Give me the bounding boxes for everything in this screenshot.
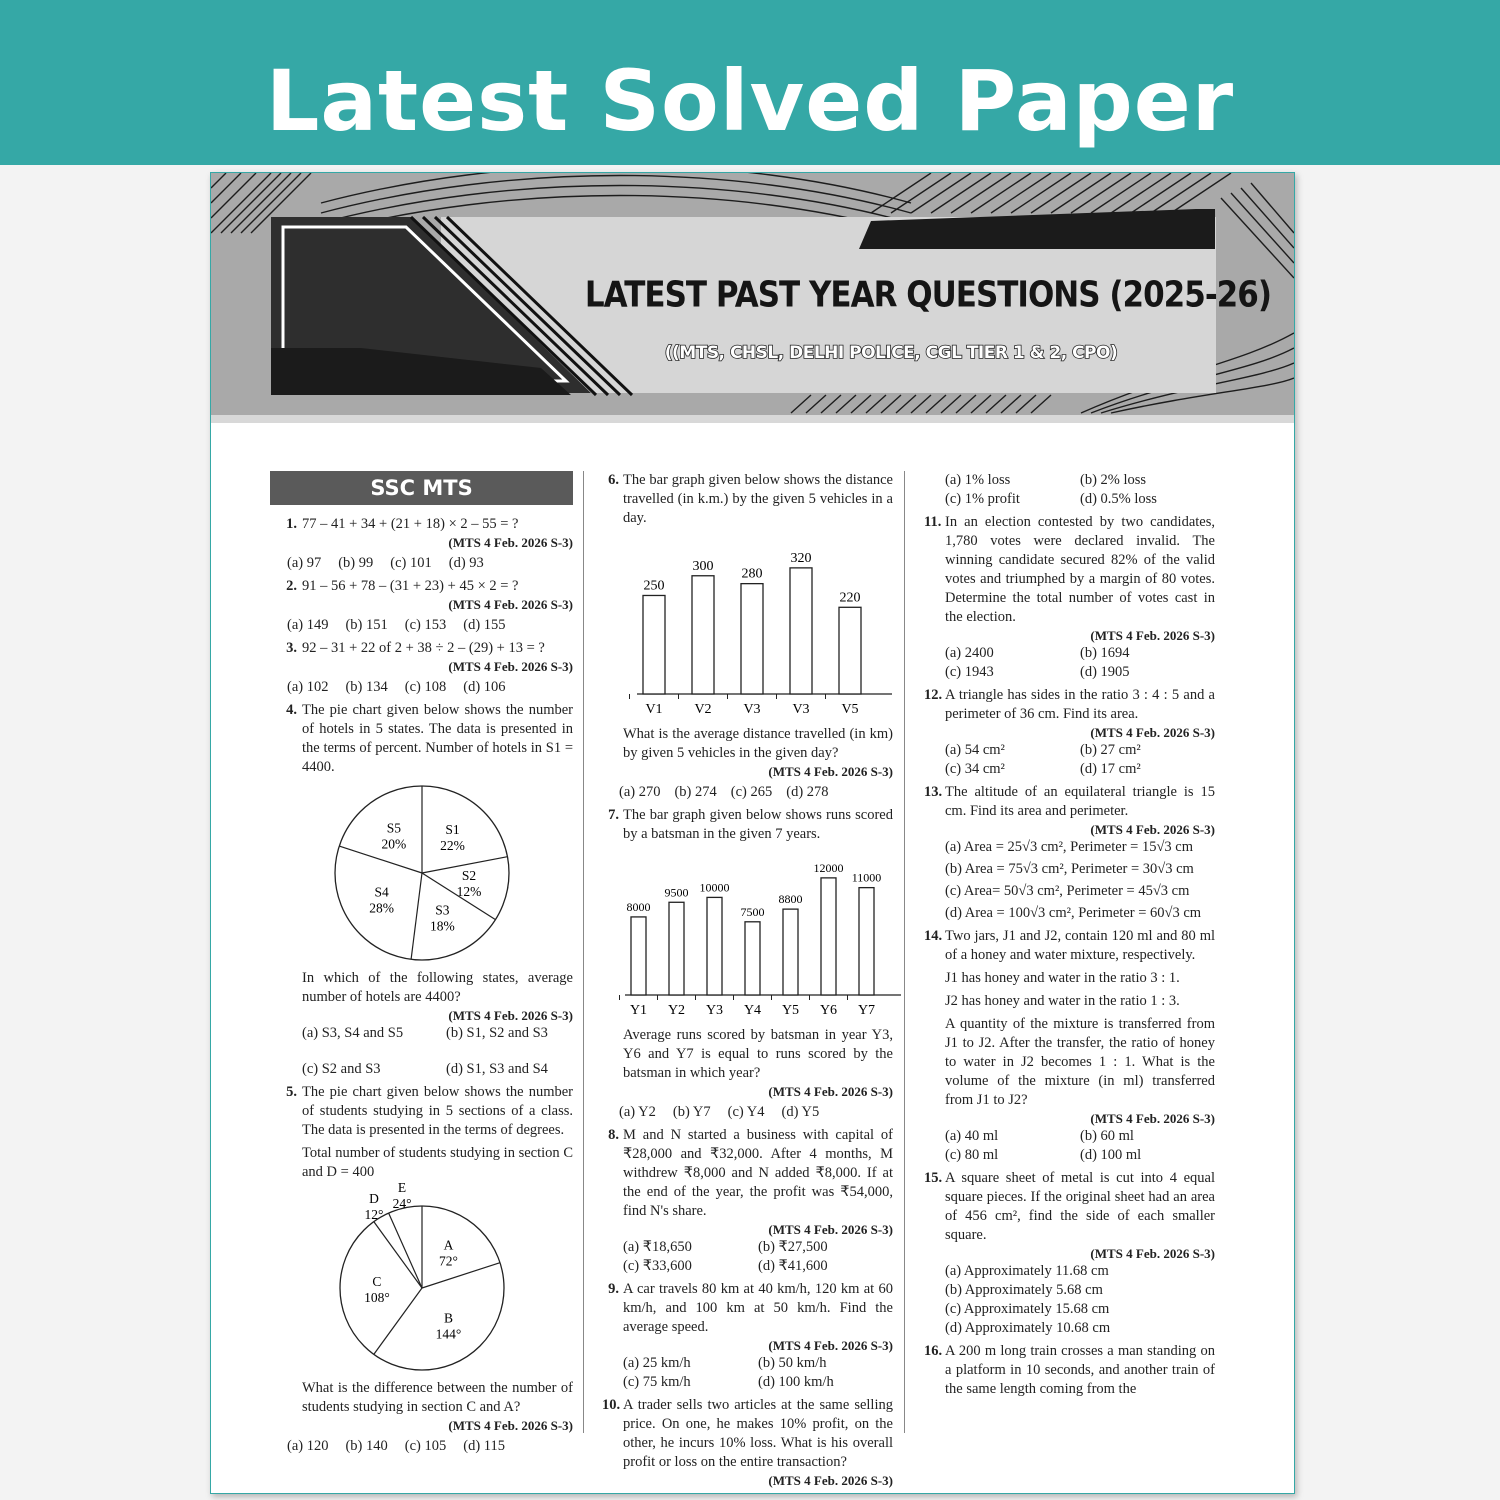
option: (b) 151: [345, 617, 388, 633]
option: (b) 140: [345, 1438, 388, 1454]
question-number: 15.: [924, 1170, 943, 1186]
bar-value-label: 300: [692, 558, 713, 574]
option: (d) 155: [463, 617, 506, 633]
column-1: [270, 471, 573, 1460]
x-tick-label: Y1: [629, 1003, 647, 1018]
question-text: A car travels 80 km at 40 km/h, 120 km at 60 km/h, and 100 km at 50 km/h. Find the average speed.: [623, 1281, 893, 1335]
bar-value-label: 8800: [778, 892, 802, 907]
question-text: 77 – 41 + 34 + (21 + 18) × 2 – 55 = ?: [302, 516, 519, 532]
question-4-ask: [270, 969, 573, 1024]
x-tick-label: V1: [644, 702, 663, 717]
question-number: 12.: [924, 687, 943, 703]
pie-chart-sections: [322, 1180, 522, 1373]
option: (d) 278: [786, 784, 829, 800]
options: [623, 1238, 893, 1276]
pie-slice-value: 24°: [392, 1196, 411, 1212]
source-tag: (MTS 4 Feb. 2026 S-3): [768, 1084, 893, 1099]
question-12: [924, 686, 1215, 779]
option: (c) 105: [404, 1438, 447, 1454]
source-tag: (MTS 4 Feb. 2026 S-3): [768, 1473, 893, 1488]
option: (d) 1905: [1080, 664, 1130, 680]
options: [945, 741, 1215, 779]
column-2: [602, 471, 893, 1489]
question-7-ask: [602, 1026, 893, 1100]
question-text: A square sheet of metal is cut into 4 equal square pieces. If the original sheet had an area of 456 cm², find the side of each smaller square.: [945, 1170, 1215, 1243]
option: (d) Y5: [781, 1104, 820, 1120]
pie-slice-label: D: [368, 1190, 379, 1206]
option: (b) 60 ml: [1080, 1128, 1134, 1144]
question-text: The bar graph given below shows the distance travelled (in k.m.) by the given 5 vehicles in a day.: [623, 472, 893, 526]
bar-value-label: 7500: [740, 904, 764, 919]
options: [945, 1127, 1215, 1165]
question-8: [602, 1126, 893, 1276]
bar-value-label: 10000: [699, 880, 729, 895]
column-divider: [583, 471, 584, 1433]
bar: [839, 607, 861, 694]
question-1: [270, 515, 573, 551]
question-number: 8.: [608, 1127, 619, 1143]
option: (d) Approximately 10.68 cm: [945, 1320, 1111, 1336]
question-number: 4.: [286, 702, 297, 718]
question-text: 92 – 31 + 22 of 2 + 38 ÷ 2 – (29) + 13 = ?: [302, 640, 545, 656]
source-tag: (MTS 4 Feb. 2026 S-3): [448, 659, 573, 674]
question-text: The bar graph given below shows runs scored by a batsman in the given 7 years.: [623, 807, 893, 842]
x-tick-label: Y7: [857, 1003, 875, 1018]
x-tick-label: Y4: [743, 1003, 761, 1018]
x-tick-label: Y6: [819, 1003, 837, 1018]
question-number: 13.: [924, 784, 943, 800]
options: [602, 1103, 893, 1122]
question-number: 1.: [286, 516, 297, 532]
options-q10: [924, 471, 1215, 509]
option: (b) 134: [345, 679, 388, 695]
bar: [745, 922, 760, 995]
pie-slice-label: S3: [434, 902, 450, 918]
bar-value-label: 11000: [851, 870, 881, 885]
source-tag: (MTS 4 Feb. 2026 S-3): [1090, 822, 1215, 837]
source-tag: (MTS 4 Feb. 2026 S-3): [448, 1008, 573, 1023]
question-5: [270, 1083, 573, 1182]
bar-value-label: 9500: [664, 885, 688, 900]
option: (d) ₹41,600: [758, 1258, 828, 1274]
option: (a) 270: [619, 784, 661, 800]
option: (a) 25 km/h: [623, 1355, 691, 1371]
bar-chart-runs: [613, 850, 883, 1020]
option: (d) S1, S3 and S4: [446, 1061, 548, 1077]
header-title: LATEST PAST YEAR QUESTIONS (2025-26): [584, 274, 1271, 316]
top-banner: [0, 0, 1500, 165]
option: (b) S1, S2 and S3: [446, 1025, 548, 1041]
options: [602, 783, 893, 802]
option: (c) 1943: [945, 664, 994, 680]
x-tick-label: V3: [791, 702, 810, 717]
pie-slice-value: 22%: [439, 838, 465, 854]
source-tag: (MTS 4 Feb. 2026 S-3): [768, 1338, 893, 1353]
options: [623, 1354, 893, 1392]
option: (b) 2% loss: [1080, 472, 1147, 488]
option: (c) Area= 50√3 cm², Perimeter = 45√3 cm: [945, 883, 1190, 899]
x-tick-label: Y3: [705, 1003, 723, 1018]
pie-slice-value: 20%: [380, 836, 406, 852]
source-tag: (MTS 4 Feb. 2026 S-3): [1090, 1111, 1215, 1126]
question-text: The altitude of an equilateral triangle is 15 cm. Find its area and perimeter.: [945, 784, 1215, 819]
options: [270, 678, 573, 697]
header-subtitle: ((MTS, CHSL, DELHI POLICE, CGL TIER 1 & 2, CPO): [664, 343, 1118, 363]
question-10: [602, 1396, 893, 1489]
source-tag: (MTS 4 Feb. 2026 S-3): [1090, 1246, 1215, 1261]
option: (b) 1694: [1080, 645, 1130, 661]
bar-value-label: 8000: [626, 899, 650, 914]
option: (b) 27 cm²: [1080, 742, 1141, 758]
pie-slice-value: 28%: [368, 900, 394, 916]
question-11: [924, 513, 1215, 682]
question-text: Two jars, J1 and J2, contain 120 ml and 80 ml of a honey and water mixture, respectively.: [945, 928, 1215, 963]
bar: [643, 595, 665, 694]
pie-slice-label: C: [371, 1274, 381, 1289]
source-tag: (MTS 4 Feb. 2026 S-3): [1090, 725, 1215, 740]
option: (b) Area = 75√3 cm², Perimeter = 30√3 cm: [945, 861, 1194, 877]
pie-slice-value: 12%: [456, 883, 481, 899]
options: [270, 1024, 573, 1079]
bar: [783, 909, 798, 995]
question-number: 2.: [286, 578, 297, 594]
question-text: M and N started a business with capital of ₹28,000 and ₹32,000. After 4 months, M withdrew ₹8,000 and N added ₹8,000. If at the end of the year, the profit was ₹54,000, find N's share.: [623, 1127, 893, 1219]
source-tag: (MTS 4 Feb. 2026 S-3): [448, 535, 573, 550]
x-tick-label: Y2: [667, 1003, 685, 1018]
option: (d) 93: [448, 555, 484, 571]
option: (a) Approximately 11.68 cm: [945, 1263, 1109, 1279]
question-text: What is the difference between the number of students studying in section C and A?: [302, 1380, 573, 1415]
bar-chart-distance: [613, 534, 883, 719]
question-number: 11.: [924, 514, 942, 530]
options: [270, 616, 573, 635]
bar: [631, 917, 646, 995]
bar-value-label: 320: [790, 550, 811, 566]
option: (d) 100 ml: [1080, 1147, 1142, 1163]
option: (a) Y2: [619, 1104, 656, 1120]
question-7: [602, 806, 893, 844]
bar-value-label: 220: [839, 590, 860, 606]
option: (c) 108: [404, 679, 447, 695]
question-text: A 200 m long train crosses a man standing on a platform in 10 seconds, and another train of the same length coming from the: [945, 1343, 1215, 1397]
question-5-ask: [270, 1379, 573, 1434]
paper-sheet: [210, 172, 1295, 1494]
source-tag: (MTS 4 Feb. 2026 S-3): [768, 1222, 893, 1237]
option: (d) Area = 100√3 cm², Perimeter = 60√3 cm: [945, 905, 1202, 921]
option: (b) ₹27,500: [758, 1239, 828, 1255]
pie-slice-label: A: [443, 1237, 453, 1253]
source-tag: (MTS 4 Feb. 2026 S-3): [768, 764, 893, 779]
option: (a) 2400: [945, 645, 994, 661]
bar-value-label: 12000: [813, 860, 843, 875]
question-text: Total number of students studying in section C and D = 400: [302, 1145, 573, 1180]
source-tag: (MTS 4 Feb. 2026 S-3): [448, 597, 573, 612]
pie-slice-value: 72°: [438, 1253, 458, 1269]
x-tick-label: V2: [693, 702, 712, 717]
pie-slice-value: 144°: [435, 1326, 461, 1342]
option: (d) 115: [463, 1438, 505, 1454]
option: (a) 102: [287, 679, 329, 695]
question-9: [602, 1280, 893, 1392]
question-number: 3.: [286, 640, 297, 656]
bar: [707, 897, 722, 995]
question-text: In an election contested by two candidates, 1,780 votes were declared invalid. The winning candidate secured 82% of the valid votes and triumphed by a margin of 80 votes. Determine the total number of votes cast in the election.: [945, 514, 1215, 625]
options: [945, 1262, 1215, 1338]
question-number: 16.: [924, 1343, 943, 1359]
section-heading: SSC MTS: [270, 471, 573, 505]
option: (d) 100 km/h: [758, 1374, 834, 1390]
banner-title: Latest Solved Paper: [265, 52, 1235, 150]
pie-slice-label: B: [443, 1310, 453, 1326]
option: (c) Approximately 15.68 cm: [945, 1301, 1110, 1317]
option: (a) 1% loss: [945, 472, 1011, 488]
pie-slice-label: E: [397, 1180, 406, 1196]
pie-slice-label: S2: [461, 867, 476, 883]
option: (c) 80 ml: [945, 1147, 999, 1163]
options: [270, 554, 573, 573]
question-text: A triangle has sides in the ratio 3 : 4 : 5 and a perimeter of 36 cm. Find its area.: [945, 687, 1215, 722]
question-2: [270, 577, 573, 613]
option: (c) 34 cm²: [945, 761, 1005, 777]
question-15: [924, 1169, 1215, 1338]
option: (d) 0.5% loss: [1080, 491, 1157, 507]
question-number: 10.: [602, 1397, 621, 1413]
pie-slice-value: 18%: [429, 918, 455, 934]
question-number: 9.: [608, 1281, 619, 1297]
pie-slice-label: S1: [444, 822, 460, 838]
options: [945, 644, 1215, 682]
option: (d) 17 cm²: [1080, 761, 1141, 777]
question-number: 5.: [286, 1084, 297, 1100]
question-text: 91 – 56 + 78 – (31 + 23) + 45 × 2 = ?: [302, 578, 519, 594]
question-14: [924, 927, 1215, 1165]
option: (c) Y4: [727, 1104, 765, 1120]
bar: [859, 888, 874, 995]
question-text: What is the average distance travelled (in km) by given 5 vehicles in the given day?: [623, 726, 893, 761]
option: (a) S3, S4 and S5: [302, 1025, 404, 1041]
option: (a) 120: [287, 1438, 329, 1454]
pie-slice-label: S5: [386, 820, 401, 836]
question-number: 6.: [608, 472, 619, 488]
question-16: [924, 1342, 1215, 1399]
question-text: In which of the following states, average number of hotels are 4400?: [302, 970, 573, 1005]
bar-value-label: 280: [741, 566, 762, 582]
bar: [692, 576, 714, 694]
pie-slice-label: S4: [373, 884, 389, 900]
x-tick-label: V3: [742, 702, 761, 717]
question-13: [924, 783, 1215, 923]
source-tag: (MTS 4 Feb. 2026 S-3): [1090, 628, 1215, 643]
option: (c) ₹33,600: [623, 1258, 692, 1274]
question-text: J1 has honey and water in the ratio 3 : 1.: [945, 970, 1180, 986]
option: (b) 99: [338, 555, 374, 571]
column-divider: [904, 471, 905, 1433]
pie-slice-value: 12°: [364, 1206, 383, 1222]
option: (c) 1% profit: [945, 491, 1020, 507]
option: (c) 153: [404, 617, 447, 633]
option: (c) 101: [390, 555, 432, 571]
bar: [790, 568, 812, 694]
pie-chart-hotels: [332, 783, 512, 963]
option: (a) 97: [287, 555, 322, 571]
x-tick-label: Y5: [781, 1003, 799, 1018]
option: (a) ₹18,650: [623, 1239, 692, 1255]
option: (b) Y7: [672, 1104, 711, 1120]
question-text: A quantity of the mixture is transferred from J1 to J2. After the transfer, the ratio of honey to water in J2 becomes 1 : 1. What is the volume of the mixture (in ml) transferred from J1 to J2?: [945, 1016, 1215, 1108]
question-text: The pie chart given below shows the number of hotels in 5 states. The data is presented in the terms of percent. Number of hotels in S1 = 4400.: [302, 702, 573, 775]
option: (a) 149: [287, 617, 329, 633]
question-number: 14.: [924, 928, 943, 944]
question-text: A trader sells two articles at the same selling price. On one, he makes 10% profit, on the other, he incurs 10% loss. What is his overall profit or loss on the entire transaction?: [623, 1397, 893, 1470]
question-6-ask: [602, 725, 893, 780]
bar: [669, 902, 684, 995]
option: (b) 274: [674, 784, 717, 800]
option: (b) Approximately 5.68 cm: [945, 1282, 1103, 1298]
question-3: [270, 639, 573, 675]
pie-slice-value: 108°: [363, 1290, 390, 1305]
option: (c) 75 km/h: [623, 1374, 691, 1390]
options: [270, 1437, 573, 1456]
question-4: [270, 701, 573, 777]
option: (b) 50 km/h: [758, 1355, 827, 1371]
option: (c) 265: [730, 784, 773, 800]
options: [945, 838, 1215, 923]
bar: [821, 878, 836, 995]
column-3: [924, 471, 1215, 1399]
option: (a) Area = 25√3 cm², Perimeter = 15√3 cm: [945, 839, 1194, 855]
question-text: The pie chart given below shows the number of students studying in 5 sections of a class. The data is presented in the terms of degrees.: [302, 1084, 573, 1138]
option: (c) S2 and S3: [302, 1061, 381, 1077]
option: (a) 54 cm²: [945, 742, 1005, 758]
bar-value-label: 250: [643, 578, 664, 594]
question-number: 7.: [608, 807, 619, 823]
source-tag: (MTS 4 Feb. 2026 S-3): [448, 1418, 573, 1433]
question-6: [602, 471, 893, 528]
option: (d) 106: [463, 679, 506, 695]
question-text: Average runs scored by batsman in year Y3, Y6 and Y7 is equal to runs scored by the batsman in which year?: [623, 1027, 893, 1081]
option: (a) 40 ml: [945, 1128, 999, 1144]
question-text: J2 has honey and water in the ratio 1 : 3.: [945, 993, 1180, 1009]
bar: [741, 584, 763, 694]
x-tick-label: V5: [840, 702, 859, 717]
